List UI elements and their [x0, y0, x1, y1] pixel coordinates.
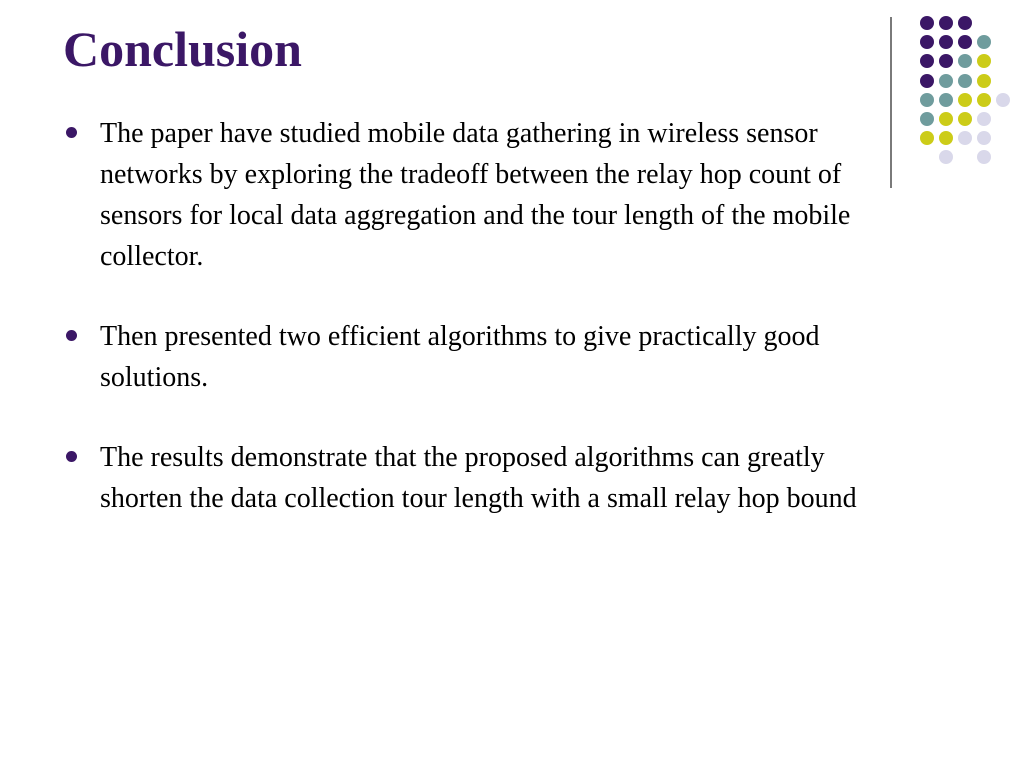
slide-title: Conclusion [63, 21, 302, 77]
decorative-dot [939, 150, 953, 164]
decorative-dot [920, 35, 934, 49]
bullet-text: The results demonstrate that the proposed algorithms can greatly shorten the data collection tour length with a small relay hop bound [100, 442, 857, 514]
decorative-dot [939, 131, 953, 145]
decorative-dot [939, 16, 953, 30]
decorative-dot [996, 93, 1010, 107]
decorative-dot [977, 35, 991, 49]
bullet-dot-icon [66, 127, 77, 138]
bullet-dot-icon [66, 330, 77, 341]
bullet-text: Then presented two efficient algorithms to give practically good solutions. [100, 321, 820, 393]
decorative-dot [958, 131, 972, 145]
bullet-item [62, 113, 892, 277]
bullet-list [62, 113, 892, 558]
decorative-dot [920, 74, 934, 88]
decorative-dot [939, 112, 953, 126]
decorative-dot [977, 150, 991, 164]
decorative-dot [977, 112, 991, 126]
decorative-dot [977, 54, 991, 68]
bullet-item [62, 316, 892, 398]
decorative-dot [939, 93, 953, 107]
decorative-dot [958, 54, 972, 68]
bullet-text: The paper have studied mobile data gathering in wireless sensor networks by exploring the tradeoff between the relay hop count of sensors for local data aggregation and the tour length of the mobile collector. [100, 118, 851, 272]
decorative-dot [920, 54, 934, 68]
decorative-dot [920, 93, 934, 107]
decorative-dot [958, 112, 972, 126]
bullet-dot-icon [66, 451, 77, 462]
decorative-dot [939, 54, 953, 68]
decorative-dot [977, 74, 991, 88]
decorative-dot [958, 35, 972, 49]
decorative-dot [977, 93, 991, 107]
bullet-item [62, 437, 892, 519]
decorative-dot [939, 74, 953, 88]
decorative-dot [920, 16, 934, 30]
decorative-dot [920, 131, 934, 145]
decorative-dot [958, 93, 972, 107]
decorative-dot [920, 112, 934, 126]
decorative-dot [977, 131, 991, 145]
decorative-dot [958, 74, 972, 88]
decorative-dot [939, 35, 953, 49]
decorative-dot [958, 16, 972, 30]
